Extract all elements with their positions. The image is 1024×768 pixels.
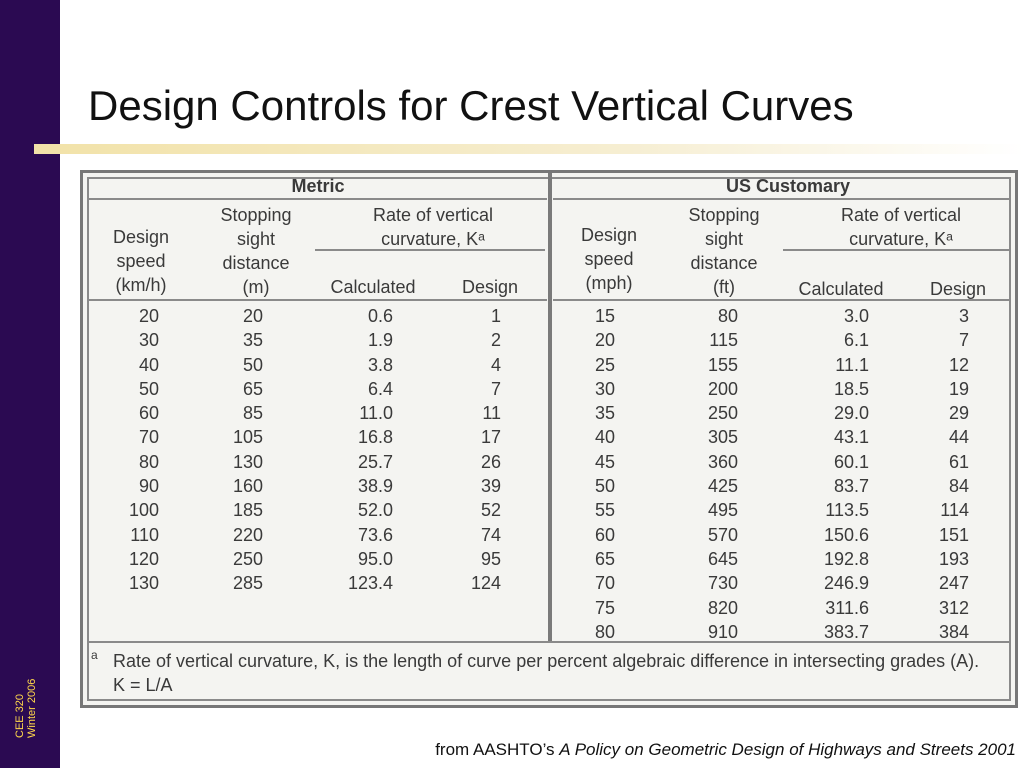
table-cell: 11.1 bbox=[835, 354, 869, 375]
table-cell: 6.1 bbox=[843, 330, 869, 351]
source-citation bbox=[435, 740, 1016, 760]
table-cell: 160 bbox=[232, 476, 263, 497]
table-cell: 83.7 bbox=[833, 476, 869, 497]
us-ssd-column bbox=[663, 304, 738, 644]
table-cell: 200 bbox=[707, 378, 738, 399]
us-design-header: Design bbox=[929, 279, 987, 299]
table-cell: 35 bbox=[242, 330, 263, 351]
table-cell: 2 bbox=[490, 330, 501, 351]
table-cell: 100 bbox=[128, 500, 159, 521]
us-group-label: US Customary bbox=[725, 176, 851, 196]
metric-group-label: Metric bbox=[291, 176, 345, 196]
table-cell: 80 bbox=[717, 306, 738, 326]
table-cell: 3.8 bbox=[367, 354, 393, 375]
table-cell: 44 bbox=[948, 427, 969, 448]
table-cell: 55 bbox=[594, 500, 615, 521]
table-cell: 45 bbox=[594, 451, 615, 472]
course-term: Winter 2006 bbox=[26, 678, 38, 738]
table-cell: 84 bbox=[948, 476, 969, 497]
table-cell: 910 bbox=[707, 621, 738, 642]
design-controls-table bbox=[80, 170, 1018, 708]
table-cell: 820 bbox=[707, 597, 738, 618]
table-cell: 645 bbox=[707, 548, 738, 569]
table-cell: 30 bbox=[594, 378, 615, 399]
table-cell: 383.7 bbox=[823, 621, 869, 642]
table-cell: 50 bbox=[242, 354, 263, 375]
table-cell: 384 bbox=[938, 621, 969, 642]
table-cell: 193 bbox=[938, 548, 969, 569]
table-cell: 114 bbox=[940, 500, 969, 521]
sidebar-band bbox=[0, 0, 60, 768]
source-prefix: from AASHTO’s bbox=[435, 740, 560, 759]
table-cell: 80 bbox=[138, 451, 159, 472]
table-cell: 425 bbox=[707, 476, 738, 497]
table-cell: 285 bbox=[232, 573, 263, 594]
table-cell: 120 bbox=[128, 548, 159, 569]
table-cell: 60 bbox=[138, 403, 159, 424]
metric-calculated-header: Calculated bbox=[330, 277, 416, 297]
title-underline bbox=[34, 144, 1024, 154]
table-cell: 20 bbox=[242, 306, 263, 326]
table-cell: 17 bbox=[480, 427, 501, 448]
table-cell: 65 bbox=[242, 378, 263, 399]
table-cell: 12 bbox=[948, 354, 969, 375]
table-cell: 15 bbox=[594, 306, 615, 326]
table-cell: 50 bbox=[138, 378, 159, 399]
table-cell: 75 bbox=[594, 597, 615, 618]
table-cell: 730 bbox=[707, 573, 738, 594]
table-cell: 25.7 bbox=[357, 451, 393, 472]
us-design-speed-header: Design speed (mph) bbox=[580, 225, 638, 293]
table-cell: 40 bbox=[138, 354, 159, 375]
metric-ssd-header: Stopping sight distance (m) bbox=[220, 205, 292, 297]
table-cell: 151 bbox=[938, 524, 969, 545]
table-cell: 311.6 bbox=[825, 597, 869, 618]
table-cell: 73.6 bbox=[357, 524, 393, 545]
table-footnote bbox=[91, 648, 993, 697]
table-cell: 360 bbox=[707, 451, 738, 472]
table-cell: 495 bbox=[707, 500, 738, 521]
course-label bbox=[14, 638, 46, 758]
footnote-mark: a bbox=[91, 648, 98, 662]
table-cell: 7 bbox=[958, 330, 969, 351]
table-cell: 130 bbox=[128, 573, 159, 594]
table-cell: 65 bbox=[594, 548, 615, 569]
table-cell: 113.5 bbox=[825, 500, 869, 521]
metric-rate-header: Rate of vertical curvature, Kᵃ bbox=[372, 205, 494, 249]
table-cell: 85 bbox=[242, 403, 263, 424]
metric-speed-column bbox=[93, 304, 159, 596]
table-cell: 60 bbox=[594, 524, 615, 545]
table-cell: 1 bbox=[490, 306, 501, 326]
table-cell: 220 bbox=[232, 524, 263, 545]
table-cell: 30 bbox=[138, 330, 159, 351]
table-cell: 185 bbox=[232, 500, 263, 521]
table-cell: 123.4 bbox=[347, 573, 393, 594]
metric-design-speed-header: Design speed (km/h) bbox=[112, 227, 170, 295]
table-cell: 70 bbox=[138, 427, 159, 448]
table-cell: 80 bbox=[594, 621, 615, 642]
table-cell: 250 bbox=[232, 548, 263, 569]
course-code: CEE 320 bbox=[14, 693, 26, 738]
table-cell: 115 bbox=[709, 330, 738, 351]
table-cell: 246.9 bbox=[823, 573, 869, 594]
table-cell: 95 bbox=[480, 548, 501, 569]
table-cell: 124 bbox=[470, 573, 501, 594]
table-cell: 3.0 bbox=[843, 306, 869, 326]
table-cell: 11.0 bbox=[359, 403, 393, 424]
metric-calculated-column bbox=[303, 304, 393, 596]
table-cell: 52 bbox=[480, 500, 501, 521]
table-cell: 35 bbox=[594, 403, 615, 424]
table-cell: 18.5 bbox=[833, 378, 869, 399]
us-speed-column bbox=[563, 304, 615, 644]
table-cell: 4 bbox=[490, 354, 501, 375]
table-cell: 1.9 bbox=[367, 330, 393, 351]
us-design-column bbox=[903, 304, 969, 644]
table-cell: 7 bbox=[490, 378, 501, 399]
group-header-line-metric bbox=[87, 198, 547, 200]
table-cell: 11 bbox=[482, 403, 501, 424]
table-cell: 50 bbox=[594, 476, 615, 497]
table-cell: 90 bbox=[138, 476, 159, 497]
table-cell: 95.0 bbox=[357, 548, 393, 569]
table-cell: 60.1 bbox=[833, 451, 869, 472]
group-header-line-us bbox=[553, 198, 1011, 200]
table-cell: 29.0 bbox=[833, 403, 869, 424]
footnote-line bbox=[87, 641, 1011, 643]
table-cell: 312 bbox=[938, 597, 969, 618]
us-ssd-header: Stopping sight distance (ft) bbox=[688, 205, 760, 297]
table-cell: 39 bbox=[480, 476, 501, 497]
table-cell: 247 bbox=[938, 573, 969, 594]
footnote-text: Rate of vertical curvature, K, is the length of curve per percent algebraic difference in intersecting grades (A). K = L/A bbox=[113, 651, 980, 695]
us-calculated-column bbox=[773, 304, 869, 644]
table-cell: 570 bbox=[707, 524, 738, 545]
table-cell: 130 bbox=[232, 451, 263, 472]
table-cell: 0.6 bbox=[367, 306, 393, 326]
slide-title: Design Controls for Crest Vertical Curves bbox=[88, 82, 854, 129]
table-cell: 16.8 bbox=[357, 427, 393, 448]
table-cell: 38.9 bbox=[357, 476, 393, 497]
table-cell: 3 bbox=[958, 306, 969, 326]
metric-design-header: Design bbox=[461, 277, 519, 297]
metric-ssd-column bbox=[193, 304, 263, 596]
table-cell: 61 bbox=[948, 451, 969, 472]
table-cell: 52.0 bbox=[357, 500, 393, 521]
table-cell: 155 bbox=[707, 354, 738, 375]
table-cell: 25 bbox=[594, 354, 615, 375]
table-cell: 26 bbox=[480, 451, 501, 472]
source-title: A Policy on Geometric Design of Highways and Streets 2001 bbox=[559, 740, 1016, 759]
table-cell: 250 bbox=[707, 403, 738, 424]
table-cell: 74 bbox=[480, 524, 501, 545]
column-header-line-metric bbox=[87, 299, 547, 301]
metric-design-column bbox=[423, 304, 501, 596]
table-cell: 40 bbox=[594, 427, 615, 448]
table-divider bbox=[548, 173, 552, 641]
table-cell: 20 bbox=[138, 306, 159, 326]
table-cell: 110 bbox=[130, 524, 159, 545]
table-cell: 305 bbox=[707, 427, 738, 448]
table-cell: 19 bbox=[948, 378, 969, 399]
table-cell: 105 bbox=[232, 427, 263, 448]
table-cell: 70 bbox=[594, 573, 615, 594]
table-cell: 192.8 bbox=[823, 548, 869, 569]
table-cell: 20 bbox=[594, 330, 615, 351]
us-calculated-header: Calculated bbox=[798, 279, 884, 299]
table-cell: 29 bbox=[948, 403, 969, 424]
us-rate-header: Rate of vertical curvature, Kᵃ bbox=[840, 205, 962, 249]
table-cell: 43.1 bbox=[833, 427, 869, 448]
table-cell: 150.6 bbox=[823, 524, 869, 545]
table-cell: 6.4 bbox=[367, 378, 393, 399]
